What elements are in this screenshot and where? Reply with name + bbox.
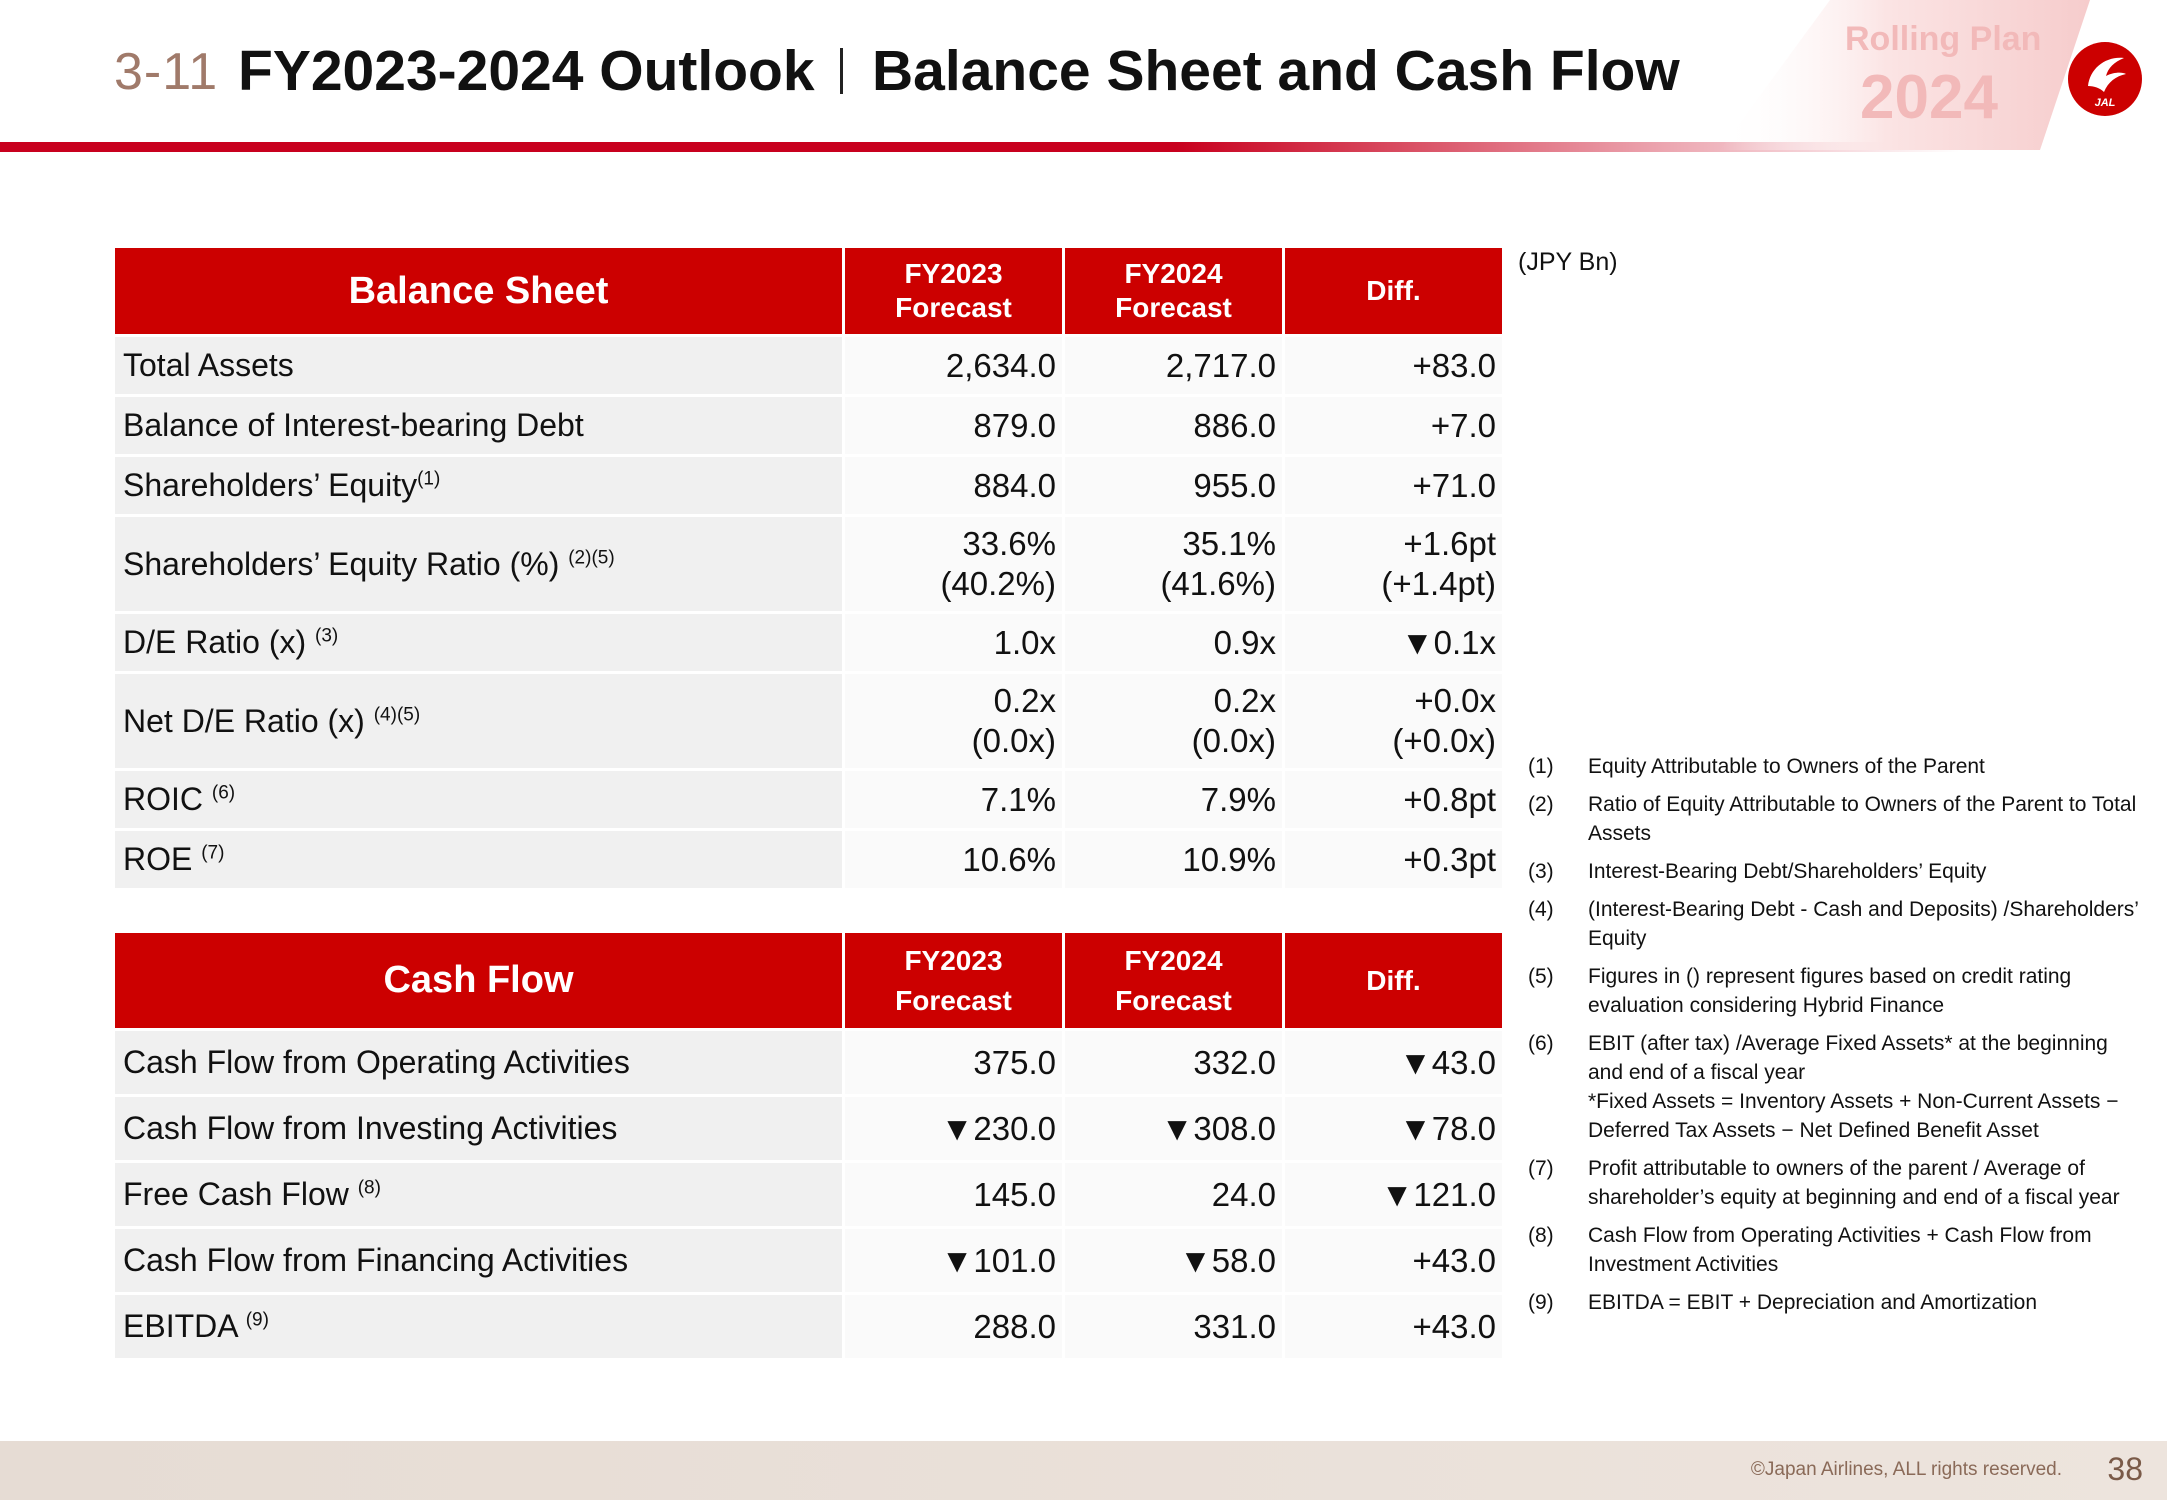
row-label-text: Cash Flow from Investing Activities [123, 1110, 618, 1146]
value-line: ▼230.0 [940, 1109, 1056, 1147]
value-fy2024 [1065, 1097, 1282, 1160]
row-label-text: Balance of Interest-bearing Debt [123, 407, 584, 443]
footnote-item [1528, 1029, 2148, 1145]
footnote-text: Equity Attributable to Owners of the Parent [1588, 755, 1985, 778]
table-row [115, 674, 1502, 768]
value-line: 331.0 [1193, 1307, 1276, 1345]
value-line: 288.0 [973, 1307, 1056, 1345]
row-label-text: Cash Flow from Operating Activities [123, 1044, 630, 1080]
value-line: 884.0 [973, 466, 1056, 504]
value-line: 7.9% [1200, 780, 1276, 818]
footnote-text: Profit attributable to owners of the parent / Average of shareholder’s equity at beginning and end of a fiscal year [1588, 1157, 2120, 1209]
cash-flow-header-row [115, 933, 1502, 1028]
value-line: (+0.0x) [1392, 722, 1496, 759]
balance-sheet-table [112, 245, 1505, 891]
slide-footer [0, 1441, 2167, 1500]
column-header-line: Forecast [1115, 292, 1232, 323]
balance-sheet-body [115, 337, 1502, 888]
value-fy2023 [845, 831, 1062, 888]
value-line: 955.0 [1193, 466, 1276, 504]
footnote-number: (7) [1528, 1157, 1554, 1180]
page-title: FY2023-2024 Outlook [238, 39, 815, 103]
row-label-text: Shareholders’ Equity Ratio (%) [123, 545, 569, 582]
value-diff [1285, 674, 1502, 768]
value-fy2023 [845, 457, 1062, 514]
value-fy2023 [845, 337, 1062, 394]
value-diff [1285, 771, 1502, 828]
row-label [115, 831, 842, 888]
footnote-ref: (1) [417, 468, 441, 490]
cash-flow-table [112, 930, 1505, 1361]
value-line: (0.0x) [1191, 722, 1276, 759]
value-line: 145.0 [973, 1175, 1056, 1213]
value-diff [1285, 337, 1502, 394]
footnote-item [1528, 1221, 2148, 1279]
rolling-plan-label: Rolling Plan [1845, 20, 2042, 58]
value-fy2023 [845, 517, 1062, 611]
footnote-text: EBITDA = EBIT + Depreciation and Amortization [1588, 1291, 2038, 1314]
row-label [115, 771, 842, 828]
column-header-line: Diff. [1366, 964, 1421, 996]
value-line: 0.9x [1213, 623, 1276, 661]
value-line: ▼78.0 [1399, 1109, 1496, 1147]
value-fy2023 [845, 614, 1062, 671]
table-row [115, 457, 1502, 514]
value-fy2023 [845, 397, 1062, 454]
column-header-line: FY2023 [904, 944, 1003, 976]
row-label [115, 397, 842, 454]
table-row [115, 397, 1502, 454]
value-line: +0.0x [1414, 682, 1496, 719]
value-line: ▼308.0 [1160, 1109, 1276, 1147]
value-diff [1285, 517, 1502, 611]
value-line: 24.0 [1211, 1175, 1276, 1213]
row-label-text: Free Cash Flow [123, 1176, 358, 1212]
footnote-item [1528, 962, 2148, 1020]
footnote-item [1528, 752, 2148, 781]
balance-sheet-title: Balance Sheet [115, 248, 842, 334]
footnote-number: (2) [1528, 793, 1554, 816]
value-line: ▼58.0 [1179, 1241, 1276, 1279]
footnote-number: (6) [1528, 1032, 1554, 1055]
value-fy2024 [1065, 614, 1282, 671]
value-line: 375.0 [973, 1043, 1056, 1081]
value-line: 332.0 [1193, 1043, 1276, 1081]
row-label [115, 674, 842, 768]
table-row [115, 1295, 1502, 1358]
value-line: +43.0 [1412, 1307, 1496, 1345]
section-number: 3-11 [114, 43, 219, 101]
value-line: 0.2x [1213, 682, 1276, 719]
value-fy2024 [1065, 337, 1282, 394]
footnote-text: Figures in () represent figures based on credit rating evaluation considering Hybrid Finance [1588, 965, 2072, 1017]
footnote-text: EBIT (after tax) /Average Fixed Assets* at the beginning and end of a fiscal year *Fixed Assets = Inventory Assets + Non-Current Assets − Deferred Tax Assets − Net Defined Benefit Asset [1588, 1032, 2119, 1142]
footnote-text: Interest-Bearing Debt/Shareholders’ Equity [1588, 860, 1987, 883]
row-label [115, 1229, 842, 1292]
table-row [115, 337, 1502, 394]
footnote-item [1528, 1288, 2148, 1317]
column-header-line: FY2023 [904, 258, 1003, 289]
value-line: ▼121.0 [1380, 1175, 1496, 1213]
value-diff [1285, 1295, 1502, 1358]
footnote-ref: (2)(5) [568, 546, 615, 568]
column-header-line: Forecast [895, 292, 1012, 323]
table-row [115, 517, 1502, 611]
copyright-text: ©Japan Airlines, ALL rights reserved. [1750, 1459, 2062, 1480]
value-line: (0.0x) [971, 722, 1056, 759]
row-label [115, 1295, 842, 1358]
slide-header [0, 0, 2167, 155]
value-fy2024 [1065, 1229, 1282, 1292]
footnote-number: (1) [1528, 755, 1554, 778]
row-label-text: ROE [123, 841, 202, 877]
table-row [115, 771, 1502, 828]
jal-crane-logo-icon [2068, 42, 2142, 116]
value-fy2023 [845, 1031, 1062, 1094]
value-fy2024 [1065, 457, 1282, 514]
footnote-item [1528, 895, 2148, 953]
value-line: 0.2x [993, 682, 1056, 719]
row-label-text: ROIC [123, 781, 212, 817]
rolling-plan-year: 2024 [1860, 63, 1998, 132]
row-label-text: EBITDA [123, 1308, 246, 1344]
row-label-text: D/E Ratio (x) [123, 624, 316, 660]
value-fy2024 [1065, 397, 1282, 454]
row-label-text: Cash Flow from Financing Activities [123, 1242, 629, 1278]
cash-flow-title: Cash Flow [115, 933, 842, 1028]
footnote-ref: (8) [357, 1177, 381, 1199]
value-line: 1.0x [993, 623, 1056, 661]
column-header-line: FY2024 [1124, 944, 1223, 976]
table-row [115, 1163, 1502, 1226]
value-diff [1285, 1097, 1502, 1160]
value-diff [1285, 457, 1502, 514]
value-diff [1285, 831, 1502, 888]
column-header-line: Forecast [1115, 984, 1232, 1016]
row-label-text: Shareholders’ Equity [123, 467, 418, 503]
table-row [115, 1097, 1502, 1160]
footnote-ref: (6) [211, 782, 236, 804]
footnote-number: (3) [1528, 860, 1554, 883]
footnote-item [1528, 857, 2148, 886]
column-header-line: Diff. [1366, 275, 1421, 306]
table-row [115, 831, 1502, 888]
value-diff [1285, 614, 1502, 671]
value-line: (41.6%) [1160, 565, 1276, 602]
value-fy2024 [1065, 1031, 1282, 1094]
table-row [115, 1229, 1502, 1292]
row-label [115, 517, 842, 611]
row-label [115, 1031, 842, 1094]
footnote-text: (Interest-Bearing Debt - Cash and Deposits) /Shareholders’ Equity [1588, 898, 2139, 950]
value-fy2024 [1065, 1295, 1282, 1358]
row-label [115, 1163, 842, 1226]
value-line: +83.0 [1412, 346, 1496, 384]
value-diff [1285, 397, 1502, 454]
jal-logo-graphic [2068, 42, 2142, 116]
column-diff [1285, 248, 1502, 334]
value-line: +43.0 [1412, 1241, 1496, 1279]
footnote-number: (8) [1528, 1224, 1554, 1247]
value-fy2023 [845, 1163, 1062, 1226]
footnote-ref: (4)(5) [373, 703, 421, 725]
footnote-number: (5) [1528, 965, 1554, 988]
column-fy2024-forecast [1065, 248, 1282, 334]
logo-text: JAL [2094, 97, 2116, 109]
value-line: ▼101.0 [940, 1241, 1056, 1279]
footnote-item [1528, 790, 2148, 848]
title-divider [840, 48, 843, 94]
value-line: +7.0 [1430, 406, 1496, 444]
value-fy2024 [1065, 831, 1282, 888]
value-line: 2,634.0 [945, 346, 1056, 384]
value-line: 35.1% [1182, 525, 1276, 562]
footnotes [1528, 752, 2148, 1326]
balance-sheet-header-row [115, 248, 1502, 334]
value-diff [1285, 1229, 1502, 1292]
column-header-line: FY2024 [1124, 258, 1223, 289]
row-label [115, 1097, 842, 1160]
row-label [115, 337, 842, 394]
row-label-text: Total Assets [123, 347, 294, 383]
value-line: ▼43.0 [1399, 1043, 1496, 1081]
footnote-number: (9) [1528, 1291, 1554, 1314]
value-fy2023 [845, 1295, 1062, 1358]
column-fy2023-forecast [845, 248, 1062, 334]
value-line: 33.6% [962, 525, 1056, 562]
row-label-text: Net D/E Ratio (x) [123, 702, 374, 739]
value-line: ▼0.1x [1400, 623, 1496, 661]
value-fy2023 [845, 771, 1062, 828]
footnote-number: (4) [1528, 898, 1554, 921]
value-line: +0.3pt [1403, 840, 1496, 878]
value-fy2024 [1065, 1163, 1282, 1226]
value-line: +71.0 [1412, 466, 1496, 504]
value-line: +0.8pt [1403, 780, 1496, 818]
value-line: (40.2%) [940, 565, 1056, 602]
value-fy2024 [1065, 771, 1282, 828]
footnote-item [1528, 1154, 2148, 1212]
row-label [115, 457, 842, 514]
table-row [115, 1031, 1502, 1094]
row-label [115, 614, 842, 671]
unit-label: (JPY Bn) [1518, 248, 1618, 276]
footnote-ref: (9) [245, 1309, 269, 1331]
value-line: 2,717.0 [1165, 346, 1276, 384]
page-number: 38 [2107, 1451, 2143, 1487]
value-line: 879.0 [973, 406, 1056, 444]
value-fy2023 [845, 674, 1062, 768]
cash-flow-body [115, 1031, 1502, 1358]
footnote-text: Ratio of Equity Attributable to Owners of the Parent to Total Assets [1588, 793, 2137, 845]
value-diff [1285, 1163, 1502, 1226]
header-accent-bar [0, 142, 1960, 152]
column-fy2023-forecast [845, 933, 1062, 1028]
value-fy2024 [1065, 517, 1282, 611]
value-line: 10.9% [1182, 840, 1276, 878]
footnote-ref: (3) [315, 625, 339, 647]
page-subtitle: Balance Sheet and Cash Flow [872, 39, 1680, 103]
column-header-line: Forecast [895, 984, 1012, 1016]
column-fy2024-forecast [1065, 933, 1282, 1028]
value-line: (+1.4pt) [1381, 565, 1496, 602]
table-row [115, 614, 1502, 671]
value-line: 7.1% [980, 780, 1056, 818]
value-fy2023 [845, 1097, 1062, 1160]
value-line: 886.0 [1193, 406, 1276, 444]
value-diff [1285, 1031, 1502, 1094]
column-diff [1285, 933, 1502, 1028]
value-fy2023 [845, 1229, 1062, 1292]
value-line: 10.6% [962, 840, 1056, 878]
footnote-ref: (7) [201, 842, 225, 864]
value-line: +1.6pt [1403, 525, 1496, 562]
value-fy2024 [1065, 674, 1282, 768]
footnote-text: Cash Flow from Operating Activities + Cash Flow from Investment Activities [1588, 1224, 2092, 1276]
